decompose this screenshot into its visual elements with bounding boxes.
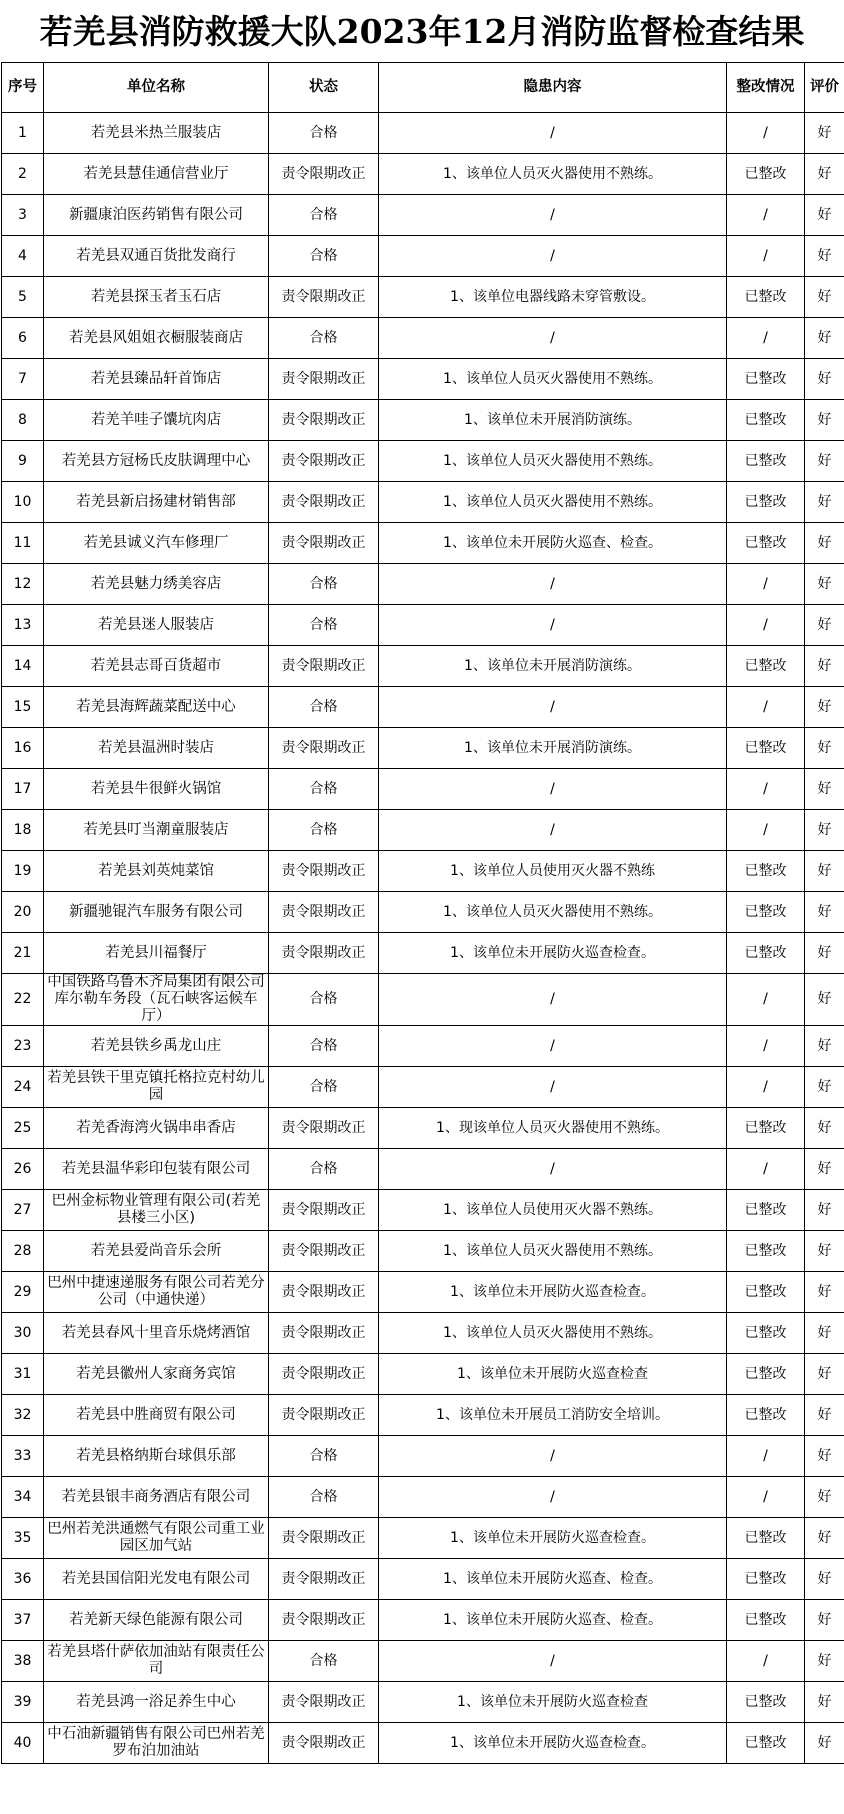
cell-status: 责令限期改正: [269, 1559, 379, 1600]
cell-rectification: 已整改: [727, 1354, 805, 1395]
cell-unit-name: 中石油新疆销售有限公司巴州若羌罗布泊加油站: [44, 1723, 269, 1764]
cell-rating: 好: [805, 1272, 844, 1313]
table-row: [2, 933, 844, 974]
table-row: [2, 277, 844, 318]
cell-rectification: /: [727, 1149, 805, 1190]
cell-hazard: /: [379, 769, 727, 810]
cell-rectification: 已整改: [727, 1108, 805, 1149]
cell-hazard: 1、该单位未开展员工消防安全培训。: [379, 1395, 727, 1436]
table-row: [2, 728, 844, 769]
table-row: [2, 1682, 844, 1723]
cell-rectification: 已整改: [727, 851, 805, 892]
cell-seq: 33: [2, 1436, 44, 1477]
cell-hazard: 1、该单位未开展防火巡查检查。: [379, 1272, 727, 1313]
cell-rectification: 已整改: [727, 523, 805, 564]
cell-unit-name: 若羌县牛很鲜火锅馆: [44, 769, 269, 810]
cell-rectification: 已整改: [727, 482, 805, 523]
cell-seq: 11: [2, 523, 44, 564]
cell-unit-name: 若羌县志哥百货超市: [44, 646, 269, 687]
cell-unit-name: 若羌县格纳斯台球俱乐部: [44, 1436, 269, 1477]
cell-unit-name: 若羌县方冠杨氏皮肤调理中心: [44, 441, 269, 482]
cell-rating: 好: [805, 154, 844, 195]
cell-hazard: /: [379, 1641, 727, 1682]
cell-status: 责令限期改正: [269, 1313, 379, 1354]
cell-hazard: 1、该单位未开展防火巡查、检查。: [379, 1559, 727, 1600]
cell-rating: 好: [805, 728, 844, 769]
cell-seq: 35: [2, 1518, 44, 1559]
table-row: [2, 1477, 844, 1518]
cell-status: 合格: [269, 1026, 379, 1067]
cell-seq: 6: [2, 318, 44, 359]
table-row: [2, 318, 844, 359]
cell-seq: 30: [2, 1313, 44, 1354]
cell-unit-name: 若羌县国信阳光发电有限公司: [44, 1559, 269, 1600]
cell-status: 责令限期改正: [269, 1600, 379, 1641]
cell-unit-name: 若羌县慧佳通信营业厅: [44, 154, 269, 195]
cell-hazard: 1、该单位未开展防火巡查检查。: [379, 933, 727, 974]
cell-rectification: /: [727, 564, 805, 605]
page-title: 若羌县消防救援大队2023年12月消防监督检查结果: [39, 12, 805, 51]
cell-rating: 好: [805, 1518, 844, 1559]
table-row: [2, 359, 844, 400]
cell-rectification: 已整改: [727, 441, 805, 482]
cell-seq: 12: [2, 564, 44, 605]
table-row: [2, 441, 844, 482]
cell-unit-name: 若羌县米热兰服装店: [44, 113, 269, 154]
cell-status: 责令限期改正: [269, 359, 379, 400]
cell-status: 责令限期改正: [269, 646, 379, 687]
cell-seq: 4: [2, 236, 44, 277]
cell-unit-name: 若羌县春风十里音乐烧烤酒馆: [44, 1313, 269, 1354]
cell-rectification: /: [727, 1477, 805, 1518]
table-row: [2, 1272, 844, 1313]
cell-rating: 好: [805, 523, 844, 564]
cell-hazard: /: [379, 605, 727, 646]
cell-rating: 好: [805, 810, 844, 851]
cell-status: 合格: [269, 1067, 379, 1108]
cell-status: 责令限期改正: [269, 1190, 379, 1231]
cell-hazard: 1、该单位未开展消防演练。: [379, 646, 727, 687]
cell-rating: 好: [805, 1108, 844, 1149]
cell-status: 合格: [269, 605, 379, 646]
cell-hazard: /: [379, 195, 727, 236]
cell-rating: 好: [805, 769, 844, 810]
cell-rating: 好: [805, 974, 844, 1026]
cell-rating: 好: [805, 113, 844, 154]
cell-hazard: 1、该单位人员使用灭火器不熟练。: [379, 1190, 727, 1231]
cell-status: 责令限期改正: [269, 1354, 379, 1395]
table-row: [2, 1149, 844, 1190]
cell-status: 合格: [269, 113, 379, 154]
cell-rating: 好: [805, 605, 844, 646]
cell-seq: 32: [2, 1395, 44, 1436]
cell-hazard: /: [379, 1067, 727, 1108]
table-row: [2, 1559, 844, 1600]
cell-rectification: 已整改: [727, 154, 805, 195]
cell-status: 合格: [269, 1477, 379, 1518]
table-row: [2, 605, 844, 646]
cell-unit-name: 若羌县银丰商务酒店有限公司: [44, 1477, 269, 1518]
cell-status: 责令限期改正: [269, 523, 379, 564]
table-header-row: [2, 63, 844, 113]
cell-rating: 好: [805, 1354, 844, 1395]
cell-hazard: 1、该单位未开展消防演练。: [379, 400, 727, 441]
cell-rating: 好: [805, 236, 844, 277]
cell-hazard: 1、现该单位人员灭火器使用不熟练。: [379, 1108, 727, 1149]
cell-rectification: /: [727, 113, 805, 154]
cell-hazard: 1、该单位电器线路未穿管敷设。: [379, 277, 727, 318]
cell-hazard: 1、该单位未开展防火巡查检查: [379, 1354, 727, 1395]
cell-seq: 34: [2, 1477, 44, 1518]
cell-rating: 好: [805, 1436, 844, 1477]
cell-seq: 25: [2, 1108, 44, 1149]
cell-seq: 36: [2, 1559, 44, 1600]
cell-rating: 好: [805, 646, 844, 687]
cell-unit-name: 若羌县徽州人家商务宾馆: [44, 1354, 269, 1395]
cell-rectification: /: [727, 236, 805, 277]
table-row: [2, 1313, 844, 1354]
cell-seq: 38: [2, 1641, 44, 1682]
cell-unit-name: 若羌香海湾火锅串串香店: [44, 1108, 269, 1149]
cell-seq: 24: [2, 1067, 44, 1108]
cell-rating: 好: [805, 277, 844, 318]
cell-seq: 7: [2, 359, 44, 400]
cell-seq: 40: [2, 1723, 44, 1764]
cell-rectification: 已整改: [727, 728, 805, 769]
cell-status: 责令限期改正: [269, 1682, 379, 1723]
cell-rating: 好: [805, 687, 844, 728]
cell-rating: 好: [805, 1477, 844, 1518]
cell-seq: 21: [2, 933, 44, 974]
cell-unit-name: 若羌县海辉蔬菜配送中心: [44, 687, 269, 728]
cell-unit-name: 若羌县塔什萨依加油站有限责任公司: [44, 1641, 269, 1682]
cell-rectification: /: [727, 974, 805, 1026]
cell-unit-name: 巴州中捷速递服务有限公司若羌分公司（中通快递）: [44, 1272, 269, 1313]
cell-unit-name: 中国铁路乌鲁木齐局集团有限公司库尔勒车务段（瓦石峡客运候车厅）: [44, 974, 269, 1026]
table-row: [2, 1354, 844, 1395]
cell-unit-name: 若羌县川福餐厅: [44, 933, 269, 974]
cell-seq: 26: [2, 1149, 44, 1190]
cell-hazard: /: [379, 236, 727, 277]
cell-unit-name: 若羌县新启扬建材销售部: [44, 482, 269, 523]
cell-rating: 好: [805, 1067, 844, 1108]
cell-rectification: 已整改: [727, 1600, 805, 1641]
table-row: [2, 154, 844, 195]
cell-seq: 17: [2, 769, 44, 810]
cell-seq: 8: [2, 400, 44, 441]
cell-seq: 10: [2, 482, 44, 523]
cell-rating: 好: [805, 1600, 844, 1641]
cell-hazard: 1、该单位未开展防火巡查、检查。: [379, 1600, 727, 1641]
cell-hazard: /: [379, 974, 727, 1026]
cell-unit-name: 若羌县叮当潮童服装店: [44, 810, 269, 851]
cell-rectification: 已整改: [727, 1559, 805, 1600]
cell-status: 责令限期改正: [269, 400, 379, 441]
cell-hazard: /: [379, 1436, 727, 1477]
cell-seq: 39: [2, 1682, 44, 1723]
header-hazard: 隐患内容: [379, 63, 727, 113]
table-row: [2, 1231, 844, 1272]
cell-unit-name: 若羌县迷人服装店: [44, 605, 269, 646]
table-row: [2, 646, 844, 687]
cell-hazard: /: [379, 1477, 727, 1518]
cell-status: 合格: [269, 236, 379, 277]
cell-unit-name: 新疆康泊医药销售有限公司: [44, 195, 269, 236]
cell-status: 责令限期改正: [269, 1395, 379, 1436]
cell-unit-name: 若羌县诚义汽车修理厂: [44, 523, 269, 564]
cell-seq: 31: [2, 1354, 44, 1395]
cell-status: 合格: [269, 769, 379, 810]
cell-status: 合格: [269, 1641, 379, 1682]
table-row: [2, 195, 844, 236]
cell-unit-name: 若羌县探玉者玉石店: [44, 277, 269, 318]
cell-hazard: 1、该单位未开展消防演练。: [379, 728, 727, 769]
table-row: [2, 523, 844, 564]
cell-rectification: /: [727, 605, 805, 646]
cell-rectification: 已整改: [727, 1190, 805, 1231]
cell-status: 合格: [269, 687, 379, 728]
cell-status: 合格: [269, 810, 379, 851]
cell-unit-name: 若羌县温华彩印包装有限公司: [44, 1149, 269, 1190]
cell-rectification: 已整改: [727, 892, 805, 933]
table-row: [2, 1436, 844, 1477]
cell-hazard: /: [379, 318, 727, 359]
cell-rectification: /: [727, 195, 805, 236]
cell-rating: 好: [805, 318, 844, 359]
cell-rectification: /: [727, 769, 805, 810]
header-status: 状态: [269, 63, 379, 113]
table-row: [2, 1190, 844, 1231]
cell-hazard: 1、该单位人员使用灭火器不熟练: [379, 851, 727, 892]
cell-hazard: 1、该单位人员灭火器使用不熟练。: [379, 1313, 727, 1354]
cell-status: 责令限期改正: [269, 1231, 379, 1272]
cell-rectification: /: [727, 810, 805, 851]
cell-hazard: 1、该单位未开展防火巡查检查。: [379, 1518, 727, 1559]
cell-rating: 好: [805, 400, 844, 441]
cell-rectification: 已整改: [727, 1231, 805, 1272]
cell-unit-name: 若羌县魅力绣美容店: [44, 564, 269, 605]
header-rating: 评价: [805, 63, 844, 113]
cell-status: 合格: [269, 564, 379, 605]
cell-rectification: 已整改: [727, 1518, 805, 1559]
cell-unit-name: 若羌县温洲时装店: [44, 728, 269, 769]
cell-hazard: 1、该单位未开展防火巡查检查。: [379, 1723, 727, 1764]
cell-unit-name: 若羌县铁乡禹龙山庄: [44, 1026, 269, 1067]
cell-rating: 好: [805, 482, 844, 523]
cell-seq: 14: [2, 646, 44, 687]
table-row: [2, 769, 844, 810]
table-row: [2, 1108, 844, 1149]
cell-hazard: 1、该单位人员灭火器使用不熟练。: [379, 482, 727, 523]
cell-rating: 好: [805, 195, 844, 236]
cell-seq: 9: [2, 441, 44, 482]
cell-seq: 23: [2, 1026, 44, 1067]
table-row: [2, 1641, 844, 1682]
cell-status: 责令限期改正: [269, 154, 379, 195]
cell-status: 合格: [269, 318, 379, 359]
cell-rectification: /: [727, 1436, 805, 1477]
cell-seq: 5: [2, 277, 44, 318]
table-row: [2, 1723, 844, 1764]
cell-unit-name: 若羌县刘英炖菜馆: [44, 851, 269, 892]
cell-rectification: /: [727, 1067, 805, 1108]
table-row: [2, 892, 844, 933]
cell-unit-name: 若羌县双通百货批发商行: [44, 236, 269, 277]
cell-status: 责令限期改正: [269, 1518, 379, 1559]
cell-rectification: /: [727, 687, 805, 728]
cell-seq: 1: [2, 113, 44, 154]
cell-rating: 好: [805, 892, 844, 933]
cell-status: 责令限期改正: [269, 277, 379, 318]
cell-rating: 好: [805, 1395, 844, 1436]
cell-rating: 好: [805, 1641, 844, 1682]
cell-rectification: 已整改: [727, 359, 805, 400]
table-row: [2, 482, 844, 523]
cell-unit-name: 若羌羊哇子馕坑肉店: [44, 400, 269, 441]
cell-seq: 29: [2, 1272, 44, 1313]
cell-status: 责令限期改正: [269, 892, 379, 933]
inspection-results-table: [1, 62, 844, 1764]
cell-seq: 19: [2, 851, 44, 892]
cell-hazard: /: [379, 564, 727, 605]
cell-rectification: /: [727, 1641, 805, 1682]
header-seq: 序号: [2, 63, 44, 113]
cell-rectification: 已整改: [727, 1682, 805, 1723]
cell-status: 合格: [269, 974, 379, 1026]
table-row: [2, 1395, 844, 1436]
cell-rating: 好: [805, 1231, 844, 1272]
cell-status: 责令限期改正: [269, 1108, 379, 1149]
cell-rectification: 已整改: [727, 1395, 805, 1436]
cell-status: 责令限期改正: [269, 441, 379, 482]
cell-unit-name: 若羌县鸿一浴足养生中心: [44, 1682, 269, 1723]
cell-hazard: /: [379, 1149, 727, 1190]
cell-unit-name: 巴州金标物业管理有限公司(若羌县楼三小区): [44, 1190, 269, 1231]
cell-seq: 2: [2, 154, 44, 195]
cell-hazard: /: [379, 687, 727, 728]
cell-rectification: 已整改: [727, 646, 805, 687]
cell-unit-name: 巴州若羌洪通燃气有限公司重工业园区加气站: [44, 1518, 269, 1559]
cell-hazard: /: [379, 810, 727, 851]
cell-rating: 好: [805, 359, 844, 400]
cell-hazard: 1、该单位人员灭火器使用不熟练。: [379, 154, 727, 195]
cell-hazard: /: [379, 113, 727, 154]
cell-seq: 28: [2, 1231, 44, 1272]
cell-seq: 13: [2, 605, 44, 646]
cell-rectification: 已整改: [727, 277, 805, 318]
cell-seq: 22: [2, 974, 44, 1026]
table-row: [2, 1518, 844, 1559]
cell-hazard: 1、该单位未开展防火巡查、检查。: [379, 523, 727, 564]
cell-hazard: 1、该单位人员灭火器使用不熟练。: [379, 1231, 727, 1272]
cell-unit-name: 若羌县爱尚音乐会所: [44, 1231, 269, 1272]
cell-unit-name: 新疆驰锟汽车服务有限公司: [44, 892, 269, 933]
cell-unit-name: 若羌县风姐姐衣橱服装商店: [44, 318, 269, 359]
cell-rating: 好: [805, 1149, 844, 1190]
cell-rating: 好: [805, 1190, 844, 1231]
table-row: [2, 687, 844, 728]
cell-seq: 27: [2, 1190, 44, 1231]
cell-rating: 好: [805, 564, 844, 605]
table-row: [2, 400, 844, 441]
table-row: [2, 1067, 844, 1108]
cell-status: 责令限期改正: [269, 728, 379, 769]
cell-status: 责令限期改正: [269, 1272, 379, 1313]
header-rectification: 整改情况: [727, 63, 805, 113]
cell-unit-name: 若羌新天绿色能源有限公司: [44, 1600, 269, 1641]
cell-rating: 好: [805, 1313, 844, 1354]
cell-rating: 好: [805, 851, 844, 892]
cell-hazard: /: [379, 1026, 727, 1067]
cell-unit-name: 若羌县臻品轩首饰店: [44, 359, 269, 400]
cell-rating: 好: [805, 441, 844, 482]
cell-hazard: 1、该单位人员灭火器使用不熟练。: [379, 359, 727, 400]
cell-seq: 20: [2, 892, 44, 933]
table-row: [2, 1600, 844, 1641]
table-row: [2, 564, 844, 605]
table-row: [2, 236, 844, 277]
cell-unit-name: 若羌县中胜商贸有限公司: [44, 1395, 269, 1436]
cell-rectification: /: [727, 318, 805, 359]
cell-rectification: 已整改: [727, 1313, 805, 1354]
cell-rating: 好: [805, 1026, 844, 1067]
cell-rectification: 已整改: [727, 933, 805, 974]
cell-status: 责令限期改正: [269, 933, 379, 974]
cell-status: 合格: [269, 195, 379, 236]
cell-status: 责令限期改正: [269, 482, 379, 523]
cell-unit-name: 若羌县铁干里克镇托格拉克村幼儿园: [44, 1067, 269, 1108]
cell-status: 合格: [269, 1149, 379, 1190]
cell-rectification: 已整改: [727, 1272, 805, 1313]
cell-seq: 37: [2, 1600, 44, 1641]
cell-rectification: 已整改: [727, 1723, 805, 1764]
header-unit-name: 单位名称: [44, 63, 269, 113]
cell-rating: 好: [805, 1723, 844, 1764]
table-row: [2, 974, 844, 1026]
cell-rating: 好: [805, 1559, 844, 1600]
cell-status: 责令限期改正: [269, 851, 379, 892]
cell-rating: 好: [805, 1682, 844, 1723]
cell-seq: 18: [2, 810, 44, 851]
cell-status: 责令限期改正: [269, 1723, 379, 1764]
cell-seq: 3: [2, 195, 44, 236]
table-row: [2, 1026, 844, 1067]
cell-hazard: 1、该单位人员灭火器使用不熟练。: [379, 892, 727, 933]
table-row: [2, 113, 844, 154]
cell-seq: 15: [2, 687, 44, 728]
cell-hazard: 1、该单位未开展防火巡查检查: [379, 1682, 727, 1723]
table-row: [2, 810, 844, 851]
cell-seq: 16: [2, 728, 44, 769]
cell-rectification: 已整改: [727, 400, 805, 441]
cell-rectification: /: [727, 1026, 805, 1067]
cell-rating: 好: [805, 933, 844, 974]
table-row: [2, 851, 844, 892]
cell-hazard: 1、该单位人员灭火器使用不熟练。: [379, 441, 727, 482]
cell-status: 合格: [269, 1436, 379, 1477]
